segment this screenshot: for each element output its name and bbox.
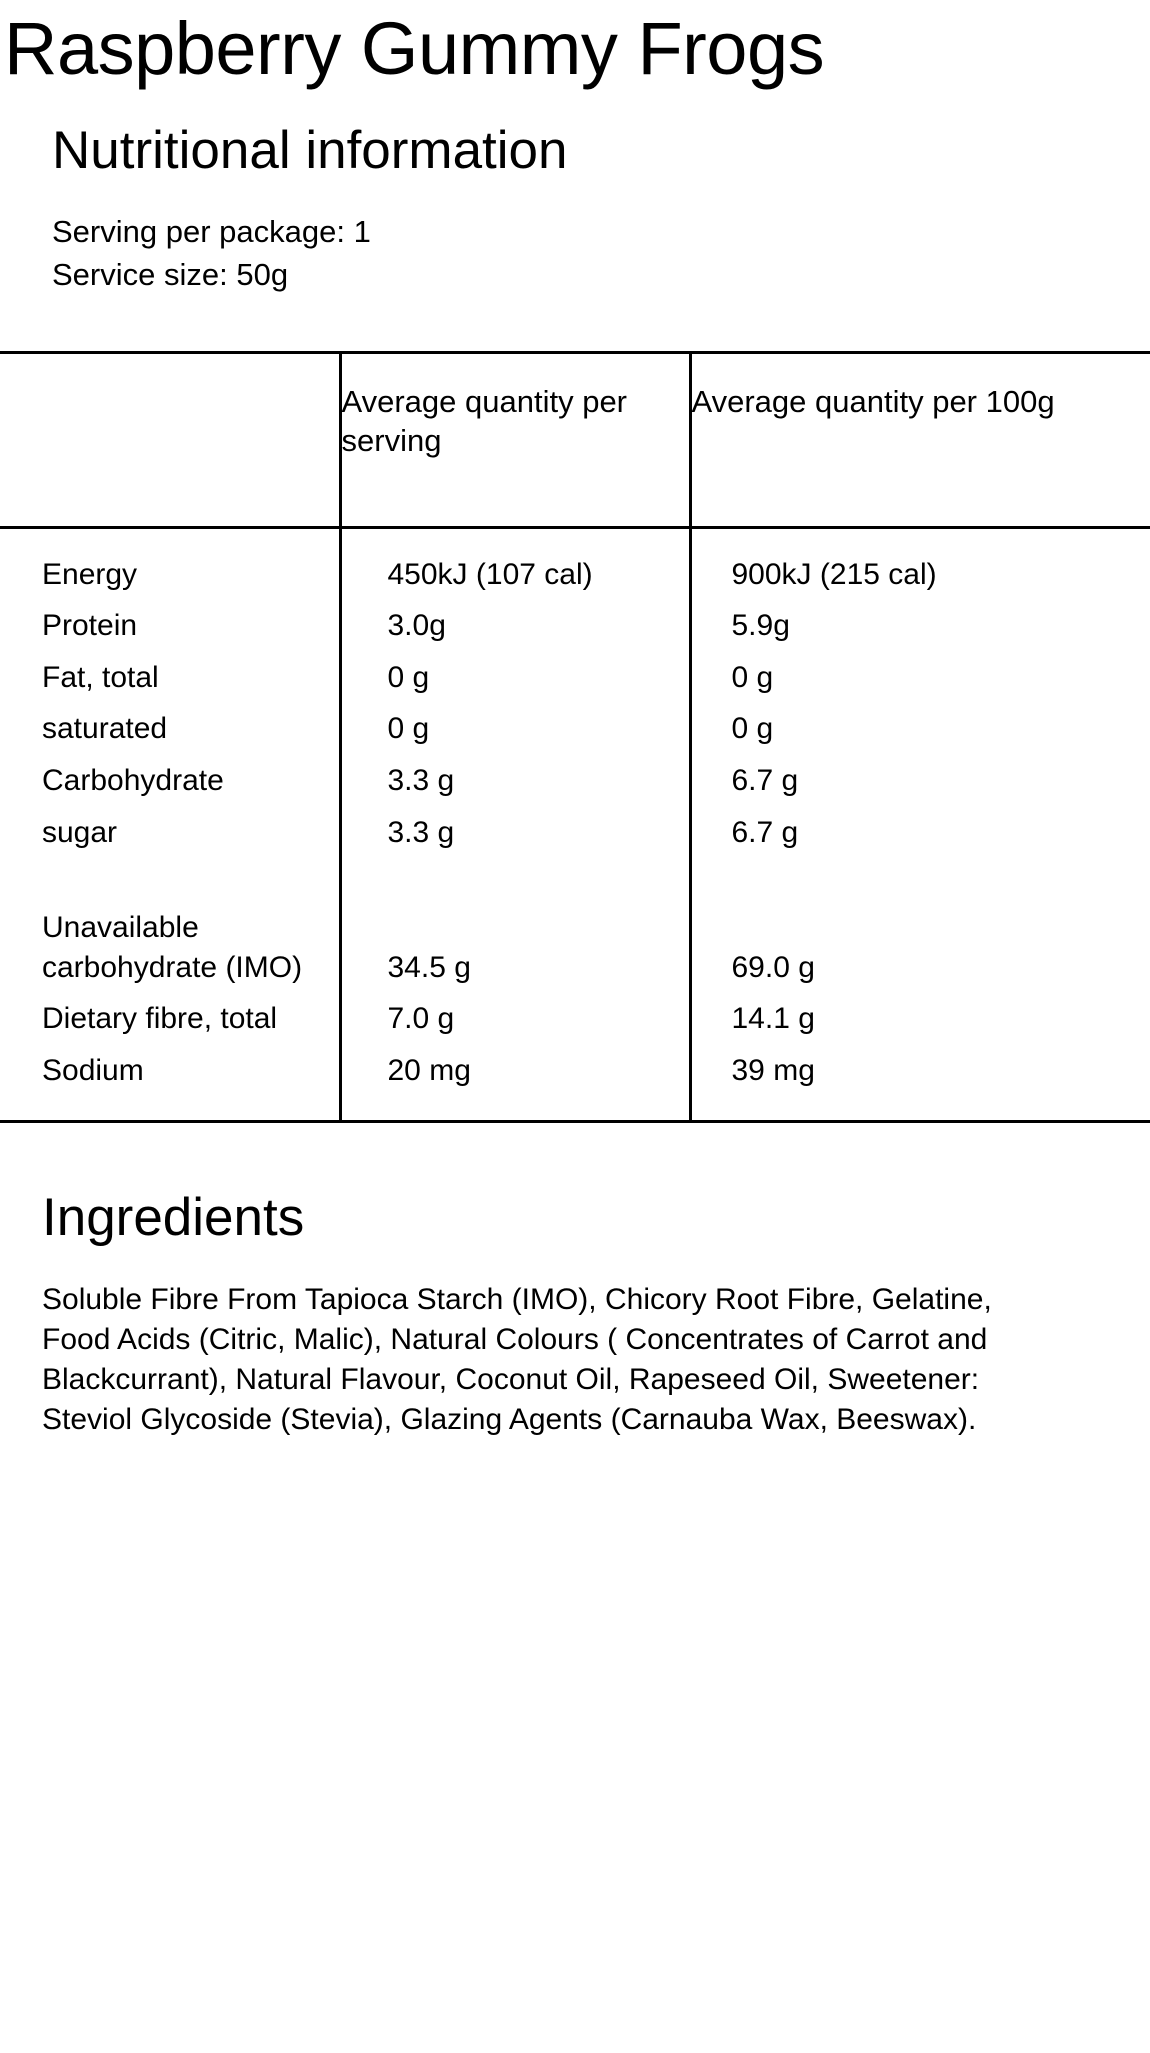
row-label: saturated bbox=[42, 712, 168, 746]
row-value-per-serving: 3.3 g bbox=[340, 807, 690, 859]
table-row bbox=[0, 807, 1150, 859]
row-value-per-100g: 6.7 g bbox=[690, 807, 1150, 859]
nutrition-section-title: Nutritional information bbox=[52, 121, 568, 180]
column-header-blank bbox=[0, 352, 340, 527]
row-value-per-100g: 6.7 g bbox=[690, 755, 1150, 807]
row-label: Unavailable carbohydrate (IMO) bbox=[42, 911, 303, 984]
row-label: Sodium bbox=[0, 1045, 340, 1122]
row-value-per-100g: 5.9g bbox=[690, 600, 1150, 652]
table-spacer-row bbox=[0, 858, 1150, 902]
row-value-per-serving: 7.0 g bbox=[340, 993, 690, 1045]
nutrition-table bbox=[0, 351, 1150, 1124]
row-value-per-serving: 3.0g bbox=[340, 600, 690, 652]
table-row bbox=[0, 902, 1150, 993]
table-row bbox=[0, 527, 1150, 600]
row-value-per-serving: 450kJ (107 cal) bbox=[340, 527, 690, 600]
page-title: Raspberry Gummy Frogs bbox=[4, 7, 825, 90]
ingredients-text: Soluble Fibre From Tapioca Starch (IMO), Chicory Root Fibre, Gelatine, Food Acids (Citric, Malic), Natural Colours ( Concentrates of Carrot and Blackcurrant), Natural Flavour, Coconut Oil, Rapeseed Oil, Sweetener: Steviol Glycoside (Stevia), Glazing Agents (Carnauba Wax, Beeswax). bbox=[42, 1283, 992, 1437]
row-value-per-serving: 20 mg bbox=[340, 1045, 690, 1122]
row-label: sugar bbox=[42, 815, 118, 849]
column-header-per-serving: Average quantity per serving bbox=[340, 352, 690, 527]
row-value-per-100g: 900kJ (215 cal) bbox=[690, 527, 1150, 600]
spacer-cell bbox=[340, 858, 690, 902]
table-row bbox=[0, 993, 1150, 1045]
table-row bbox=[0, 1045, 1150, 1122]
row-value-per-100g: 39 mg bbox=[690, 1045, 1150, 1122]
row-label: Carbohydrate bbox=[42, 763, 224, 797]
row-value-per-100g: 0 g bbox=[690, 703, 1150, 755]
table-row bbox=[0, 600, 1150, 652]
spacer-cell bbox=[690, 858, 1150, 902]
row-value-per-serving: 3.3 g bbox=[340, 755, 690, 807]
serving-info bbox=[0, 177, 1150, 297]
table-header-row bbox=[0, 352, 1150, 527]
row-value-per-100g: 14.1 g bbox=[690, 993, 1150, 1045]
row-value-per-100g: 69.0 g bbox=[690, 902, 1150, 993]
service-size: Service size: 50g bbox=[52, 256, 289, 292]
table-row bbox=[0, 703, 1150, 755]
ingredients-heading: Ingredients bbox=[42, 1188, 305, 1248]
table-row bbox=[0, 652, 1150, 704]
row-label: Dietary fibre, total bbox=[42, 1002, 278, 1036]
row-label: Fat, total bbox=[42, 660, 159, 694]
row-label: Energy bbox=[42, 557, 138, 591]
row-value-per-serving: 0 g bbox=[340, 703, 690, 755]
row-value-per-100g: 0 g bbox=[690, 652, 1150, 704]
row-value-per-serving: 34.5 g bbox=[340, 902, 690, 993]
row-value-per-serving: 0 g bbox=[340, 652, 690, 704]
serving-per-package: Serving per package: 1 bbox=[52, 214, 371, 249]
column-header-per-100g: Average quantity per 100g bbox=[690, 352, 1150, 527]
spacer-cell bbox=[0, 858, 340, 902]
table-row bbox=[0, 755, 1150, 807]
row-label: Protein bbox=[42, 609, 138, 643]
